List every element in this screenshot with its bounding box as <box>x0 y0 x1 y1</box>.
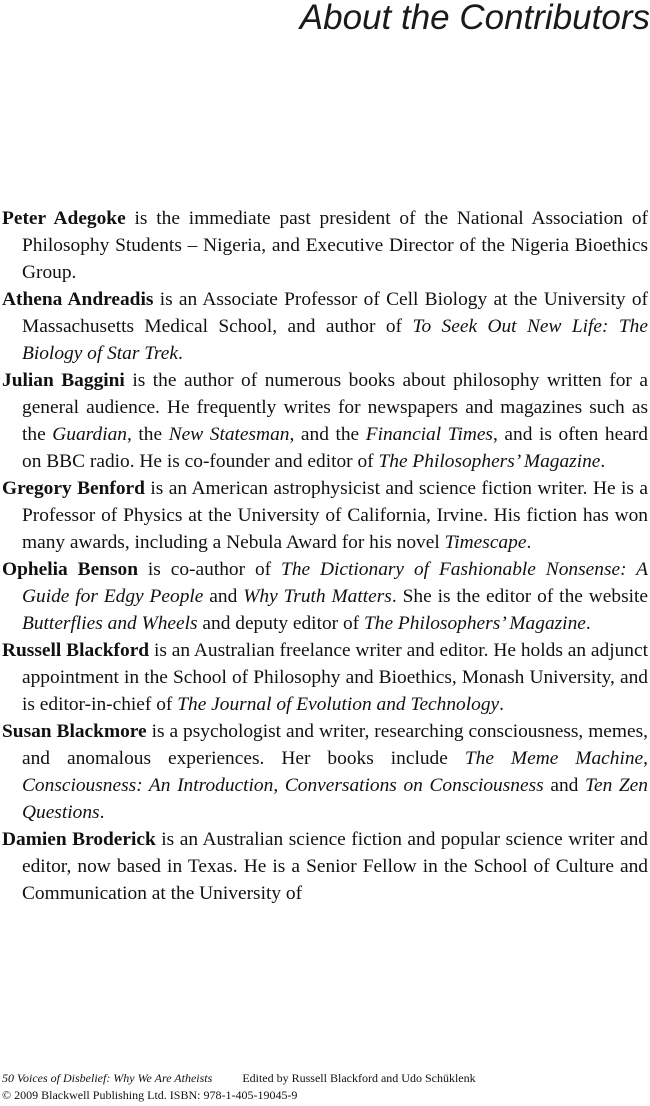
bio-text: is an Australian science fiction and popular science writer and editor, now based in Texas. He is a Senior Fellow in the School of Culture and Communication at the University of <box>22 829 648 904</box>
bio-text: is the immediate past president of the National Association of Philosophy Students – Nigeria, and Executive Director of the Nigeria Bioethics Group. <box>22 208 648 283</box>
bio-text: . <box>178 343 183 364</box>
bio-title: The Journal of Evolution and Technology <box>177 694 500 715</box>
page-title: About the Contributors <box>299 0 650 37</box>
contributor-entry <box>2 367 648 475</box>
bio-title: Ten Zen Questions <box>22 775 648 823</box>
contributor-entry <box>2 475 648 556</box>
contributor-list <box>2 205 648 907</box>
bio-title: Guardian <box>52 424 127 445</box>
contributor-entry <box>2 718 648 826</box>
bio-text: is an Associate Professor of Cell Biology at the University of Massachusetts Medical School, and author of <box>22 289 648 337</box>
bio-text: is a psychologist and writer, researching consciousness, memes, and anomalous experiences. Her books include <box>22 721 648 769</box>
contributor-name: Russell Blackford <box>2 640 150 661</box>
contributor-name: Gregory Benford <box>2 478 145 499</box>
bio-text: and <box>203 586 244 607</box>
bio-text: . <box>99 802 105 823</box>
contributor-entry <box>2 556 648 637</box>
bio-text: , and the <box>289 424 366 445</box>
bio-text: is the author of numerous books about philosophy written for a general audience. He frequently writes for newspapers and magazines such as the <box>22 370 648 445</box>
page-footer <box>2 1070 476 1104</box>
bio-text: . <box>585 613 591 634</box>
bio-title: Financial Times <box>365 424 493 445</box>
bio-text: . <box>600 451 606 472</box>
bio-title: The Dictionary of Fashionable Nonsense: A Guide for Edgy People <box>22 559 648 607</box>
footer-copyright: © 2009 Blackwell Publishing Ltd. ISBN: 978-1-405-19045-9 <box>2 1088 298 1102</box>
bio-text: , <box>273 775 285 796</box>
contributor-entry <box>2 205 648 286</box>
bio-title: The Meme Machine <box>464 748 644 769</box>
contributor-name: Peter Adegoke <box>2 208 126 229</box>
contributor-name: Ophelia Benson <box>2 559 138 580</box>
bio-title: To Seek Out New Life: The Biology of Star Trek <box>22 316 648 364</box>
bio-title: The Philosophers’ Magazine <box>363 613 586 634</box>
bio-title: New Statesman <box>168 424 290 445</box>
bio-text: . <box>526 532 532 553</box>
bio-text: is an Australian freelance writer and editor. He holds an adjunct appointment in the School of Philosophy and Bioethics, Monash University, and is editor-in-chief of <box>22 640 648 715</box>
footer-line-1 <box>2 1070 476 1087</box>
bio-title: Why Truth Matters <box>243 586 392 607</box>
bio-text: is co-author of <box>138 559 282 580</box>
contributor-entry <box>2 637 648 718</box>
contributor-name: Athena Andreadis <box>2 289 154 310</box>
footer-book-title: 50 Voices of Disbelief: Why We Are Atheists <box>2 1071 213 1085</box>
bio-text: and <box>543 775 585 796</box>
bio-text: . She is the editor of the website <box>391 586 649 607</box>
bio-text: , <box>643 748 648 769</box>
footer-editors: Edited by Russell Blackford and Udo Schüklenk <box>242 1071 476 1085</box>
bio-title: Butterflies and Wheels <box>22 613 198 634</box>
contributor-entry <box>2 286 648 367</box>
bio-title: The Philosophers’ Magazine <box>378 451 601 472</box>
bio-text: , the <box>126 424 169 445</box>
contributor-name: Damien Broderick <box>2 829 156 850</box>
bio-text: is an American astrophysicist and science fiction writer. He is a Professor of Physics at the University of California, Irvine. His fiction has won many awards, including a Nebula Award for his novel <box>22 478 648 553</box>
bio-text: . <box>499 694 504 715</box>
bio-text: and deputy editor of <box>197 613 364 634</box>
bio-title: Timescape <box>444 532 527 553</box>
contributor-name: Julian Baggini <box>2 370 125 391</box>
contributor-entry <box>2 826 648 907</box>
bio-title: Conversations on Consciousness <box>284 775 544 796</box>
bio-title: Consciousness: An Introduction <box>22 775 274 796</box>
contributor-name: Susan Blackmore <box>2 721 147 742</box>
bio-text: , and is often heard on BBC radio. He is co-founder and editor of <box>22 424 648 472</box>
